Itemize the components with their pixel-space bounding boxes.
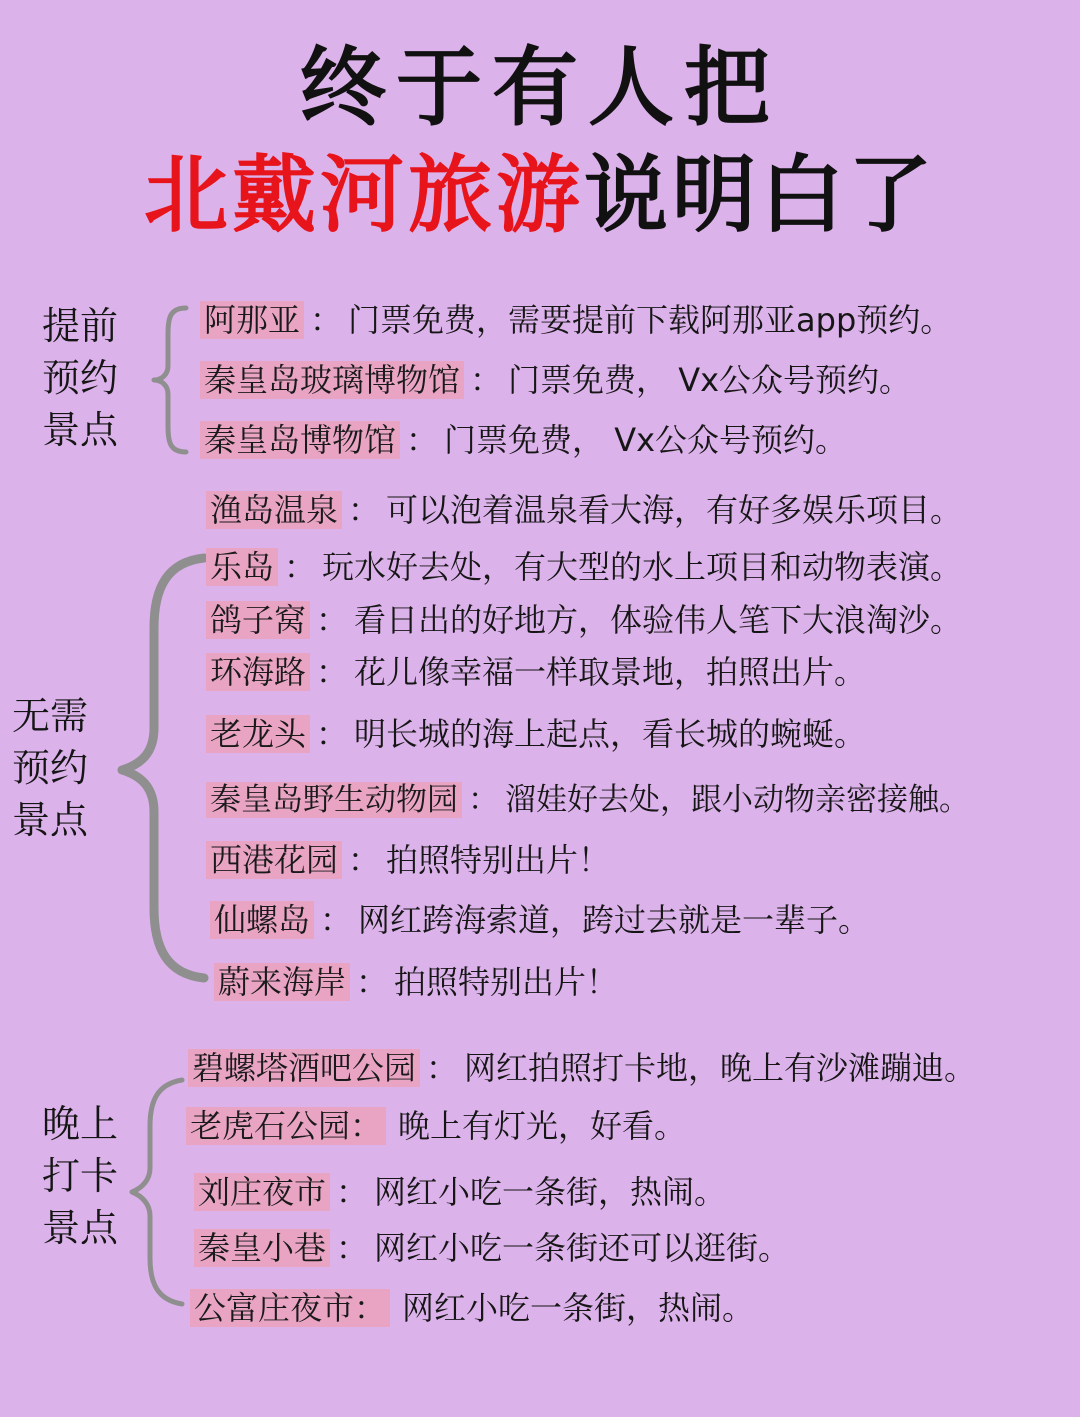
spot-desc: 网红小吃一条街，热闹。: [374, 1173, 727, 1211]
list-item: [188, 1046, 976, 1090]
spot-name: 阿那亚: [200, 301, 304, 339]
spot-name: 公富庄夜市：: [190, 1289, 390, 1327]
spot-desc: 明长城的海上起点，看长城的蜿蜒。: [354, 715, 867, 753]
group-label-line: 景点: [12, 798, 89, 842]
separator: ：: [348, 841, 381, 879]
separator: [386, 1107, 398, 1145]
spot-desc: 拍照特别出片！: [394, 963, 619, 1001]
spot-name: 西港花园: [206, 841, 342, 879]
separator: ：: [406, 421, 439, 459]
title-highlight: 北戴河旅游: [143, 145, 584, 244]
separator: ：: [316, 653, 349, 691]
spot-desc: 花儿像幸福一样取景地，拍照出片。: [354, 653, 867, 691]
spot-desc: 网红小吃一条街，热闹。: [402, 1289, 755, 1327]
separator: ：: [470, 361, 503, 399]
separator: ：: [336, 1173, 369, 1211]
spot-name: 蔚来海岸: [214, 963, 350, 1001]
spot-name: 秦皇小巷: [194, 1229, 330, 1267]
spot-desc: 门票免费， Vx公众号预约。: [444, 421, 848, 459]
list-item: [206, 838, 610, 882]
spot-desc: 玩水好去处，有大型的水上项目和动物表演。: [322, 548, 963, 586]
list-item: [206, 650, 866, 694]
list-item: [210, 898, 870, 942]
separator: ：: [356, 963, 389, 1001]
spot-desc: 拍照特别出片！: [386, 841, 611, 879]
list-item: [200, 418, 847, 462]
separator: ：: [348, 491, 381, 529]
spot-desc: 网红跨海索道，跨过去就是一辈子。: [358, 901, 871, 939]
group-label-line: 预约: [42, 356, 119, 400]
spot-desc: 门票免费，需要提前下载阿那亚app预约。: [348, 301, 953, 339]
separator: [390, 1289, 402, 1327]
list-item: [206, 545, 962, 589]
separator: ：: [284, 548, 317, 586]
spot-name: 乐岛: [206, 548, 278, 586]
separator: ：: [316, 715, 349, 753]
spot-desc: 溜娃好去处，跟小动物亲密接触。: [505, 782, 970, 818]
list-item: [214, 960, 618, 1004]
separator: ：: [336, 1229, 369, 1267]
group-label-line: 无需: [12, 694, 89, 738]
list-item: [206, 488, 962, 532]
group-label-night: [42, 1098, 118, 1254]
group-label-line: 晚上: [42, 1102, 119, 1146]
list-item: [200, 298, 952, 342]
spot-desc: 网红小吃一条街还可以逛街。: [374, 1229, 791, 1267]
spot-name: 鸽子窝: [206, 601, 310, 639]
spot-name: 秦皇岛博物馆: [200, 421, 400, 459]
group-label-no-reservation: [12, 690, 88, 846]
spot-name: 老虎石公园：: [186, 1107, 386, 1145]
spot-name: 仙螺岛: [210, 901, 314, 939]
brace-group-1: [148, 300, 198, 460]
list-item: [194, 1226, 790, 1270]
title-rest: 说明白了: [584, 145, 937, 244]
spot-name: 秦皇岛野生动物园: [206, 782, 462, 818]
page-title-line-2: [0, 128, 1080, 249]
spot-name: 刘庄夜市: [194, 1173, 330, 1211]
spot-desc: 晚上有灯光，好看。: [398, 1107, 687, 1145]
brace-group-2: [112, 548, 212, 988]
separator: ：: [310, 301, 343, 339]
list-item: [194, 1170, 726, 1214]
group-label-line: 景点: [42, 1206, 119, 1250]
group-label-reservation: [42, 300, 118, 456]
separator: ：: [468, 782, 499, 818]
group-label-line: 预约: [12, 746, 89, 790]
separator: ：: [316, 601, 349, 639]
spot-desc: 可以泡着温泉看大海，有好多娱乐项目。: [386, 491, 963, 529]
separator: ：: [426, 1049, 459, 1087]
group-label-line: 打卡: [42, 1154, 119, 1198]
spot-name: 秦皇岛玻璃博物馆: [200, 361, 464, 399]
list-item: [206, 598, 962, 642]
list-item: [206, 778, 970, 822]
spot-name: 碧螺塔酒吧公园: [188, 1049, 420, 1087]
spot-name: 老龙头: [206, 715, 310, 753]
spot-desc: 网红拍照打卡地，晚上有沙滩蹦迪。: [464, 1049, 977, 1087]
page-title-line-1: 终于有人把: [300, 37, 780, 138]
list-item: [190, 1286, 754, 1330]
group-label-line: 景点: [42, 408, 119, 452]
brace-group-3: [124, 1072, 194, 1312]
spot-name: 渔岛温泉: [206, 491, 342, 529]
list-item: [206, 712, 866, 756]
spot-desc: 门票免费， Vx公众号预约。: [508, 361, 912, 399]
list-item: [200, 358, 911, 402]
group-label-line: 提前: [42, 304, 119, 348]
separator: ：: [320, 901, 353, 939]
spot-desc: 看日出的好地方，体验伟人笔下大浪淘沙。: [354, 601, 963, 639]
list-item: [186, 1104, 686, 1148]
spot-name: 环海路: [206, 653, 310, 691]
